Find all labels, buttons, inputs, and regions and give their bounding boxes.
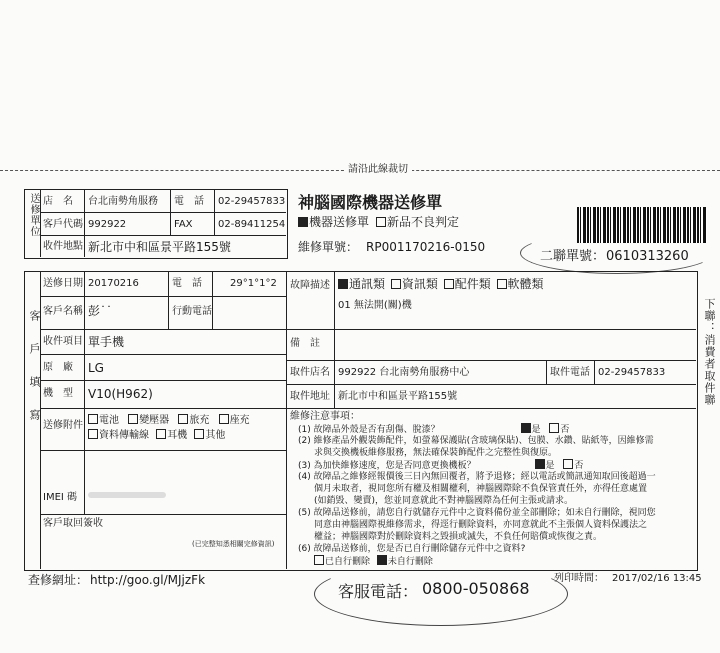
remark-label: 備 註 xyxy=(290,338,320,349)
car-charger-checkbox xyxy=(219,414,229,424)
cut-notice: 請沿此線裁切 xyxy=(344,164,412,176)
store-phone-label: 電 話 xyxy=(174,196,204,207)
car-charger-label: 座充 xyxy=(229,415,250,426)
earphone-label: 耳機 xyxy=(167,430,188,441)
form-title: 神腦國際機器送修單 xyxy=(298,193,443,212)
model-value: V10(H962) xyxy=(88,387,153,401)
accessory-row-1 xyxy=(88,414,250,427)
service-label: 客服電話： xyxy=(338,582,419,601)
note-5c: 權益；神腦國際對於刪除資料之毀損或滅失，不負任何賠償或恢復之責。 xyxy=(314,532,603,542)
brand-label: 原 廠 xyxy=(43,362,73,373)
date-label: 送修日期 xyxy=(43,278,83,289)
model-label: 機 型 xyxy=(43,388,73,399)
battery-label: 電池 xyxy=(99,415,119,426)
adapter-label: 變壓器 xyxy=(139,415,170,426)
note-5b: 同意由神腦國際視維修需求，得逕行刪除資料，亦同意就此不主張個人資料保護法之 xyxy=(314,520,648,530)
store-name-label: 店 名 xyxy=(43,196,73,207)
note-5a: (5) 故障品送修前，請您自行就儲存元件中之資料備份並全部刪除；如未自行刪除，視同您 xyxy=(298,508,656,518)
cable-label: 資料傳輸線 xyxy=(99,430,149,441)
copy-number-value: 0610313260 xyxy=(606,249,689,264)
item-label: 收件項目 xyxy=(43,336,83,347)
accessory-row-2 xyxy=(88,429,225,442)
pickup-addr-label: 取件地址 xyxy=(290,391,330,402)
note-6-no: 未自行刪除 xyxy=(387,557,433,567)
info-label: 資訊類 xyxy=(401,277,438,291)
query-label: 查修網址： xyxy=(28,573,89,587)
info-checkbox xyxy=(391,279,401,289)
pickup-store-label: 取件店名 xyxy=(290,367,330,378)
note-4b: 個月未取者，視同您所有權及相關權利，神腦國際除不負保管責任外，亦得任意處置 xyxy=(314,484,648,494)
print-time-value: 2017/02/16 13:45 xyxy=(612,573,702,584)
cable-checkbox xyxy=(88,429,98,439)
option-repair-label: 機器送修單 xyxy=(309,215,370,229)
fault-desc-label: 故障描述 xyxy=(290,280,330,291)
comm-label: 通訊類 xyxy=(349,277,386,291)
option-defect-label: 新品不良判定 xyxy=(387,215,460,229)
note-3-yes-checkbox xyxy=(535,459,545,469)
adapter-checkbox xyxy=(128,414,138,424)
note-4c: (如銷毀、變賣)，您並同意就此不對神腦國際為任何主張或請求。 xyxy=(314,496,574,506)
software-label: 軟體類 xyxy=(507,277,544,291)
customer-phone-value: 29°1°1°2 xyxy=(230,278,277,289)
fault-categories xyxy=(338,277,544,291)
pickup-addr-value: 新北市中和區景平路155號 xyxy=(338,391,458,402)
date-value: 20170216 xyxy=(88,278,139,289)
customer-vertical-label: 客戶填寫 xyxy=(28,310,41,442)
store-phone-value: 02-29457833 xyxy=(218,196,286,207)
note-3-yes: 是 xyxy=(545,461,555,471)
note-6: (6) 故障品送修前，您是否已自行刪除儲存元件中之資料? xyxy=(298,544,526,554)
parts-label: 配件類 xyxy=(454,277,491,291)
note-1-text: (1) 故障品外殼是否有刮傷、脫漆？ xyxy=(298,425,440,435)
store-vertical-label: 送修單位 xyxy=(28,193,39,237)
other-label: 其他 xyxy=(205,430,226,441)
store-address-value: 新北市中和區景平路155號 xyxy=(88,240,231,254)
travel-charger-checkbox xyxy=(178,414,188,424)
customer-name-label: 客戶名稱 xyxy=(43,306,83,317)
note-1-no: 否 xyxy=(560,425,570,435)
customer-name-value: 彭˙˙ xyxy=(88,304,113,318)
other-checkbox xyxy=(194,429,204,439)
accessory-label: 送修附件 xyxy=(43,420,83,431)
fault-desc-value: 01 無法開(關)機 xyxy=(338,300,412,311)
service-phone: 0800-050868 xyxy=(422,579,530,598)
note-2b: 求與交換機板維修服務，無法確保裝飾配件之完整性與復原。 xyxy=(314,448,558,458)
comm-checkbox xyxy=(338,279,348,289)
customer-phone-label: 電 話 xyxy=(172,278,202,289)
imei-label: IMEI 碼 xyxy=(43,492,78,503)
note-3-text: (3) 為加快維修速度，您是否同意更換機板？ xyxy=(298,461,476,471)
note-2a: (2) 維修產品外觀裝飾配件，如螢幕保護貼(含玻璃保貼)、包膜、水鑽、貼紙等，因維修需 xyxy=(298,436,654,446)
option-defect-checkbox xyxy=(376,217,386,227)
note-1-no-checkbox xyxy=(549,423,559,433)
brand-value: LG xyxy=(88,361,104,375)
repair-number-value: RP001170216-0150 xyxy=(366,240,486,254)
store-address-label: 收件地點 xyxy=(43,241,83,252)
notes-title: 維修注意事項： xyxy=(290,411,360,422)
note-1-yes-checkbox xyxy=(521,423,531,433)
pickup-sign-label: 客戶取回簽收 xyxy=(43,518,103,529)
option-repair xyxy=(298,215,369,229)
imei-redaction xyxy=(88,492,166,498)
note-6-no-checkbox xyxy=(377,555,387,565)
pickup-sign-note: (已完整知悉相關完修資訊) xyxy=(192,540,275,548)
pickup-phone-value: 02-29457833 xyxy=(598,367,666,378)
battery-checkbox xyxy=(88,414,98,424)
store-name-value: 台北南勢角服務 xyxy=(88,196,158,207)
parts-checkbox xyxy=(444,279,454,289)
pickup-phone-label: 取件電話 xyxy=(550,367,590,378)
copy-number-label: 二聯單號： xyxy=(540,249,606,264)
mobile-label: 行動電話 xyxy=(172,306,212,317)
print-time-label: 列印時間： xyxy=(554,573,604,584)
repair-number-label: 維修單號： xyxy=(298,240,359,254)
store-fax-label: FAX xyxy=(174,219,193,230)
side-note: 下聯：消費者取件聯 xyxy=(703,298,716,406)
note-1-yes: 是 xyxy=(531,425,541,435)
store-code-label: 客戶代碼 xyxy=(43,219,83,230)
note-3-no: 否 xyxy=(574,461,584,471)
store-code-value: 992922 xyxy=(88,219,127,230)
pickup-store-value: 992922 台北南勢角服務中心 xyxy=(338,367,470,378)
note-6-yes-checkbox xyxy=(314,555,324,565)
note-6-yes: 已自行刪除 xyxy=(325,557,371,567)
query-url: http://goo.gl/MJjzFk xyxy=(90,573,206,587)
earphone-checkbox xyxy=(156,429,166,439)
item-value: 單手機 xyxy=(88,335,125,349)
option-repair-checkbox xyxy=(298,217,308,227)
option-defect xyxy=(376,215,459,229)
note-4a: (4) 故障品之維修經報價後三日內無回覆者，將予退修；經以電話或簡訊通知取回後超過一 xyxy=(298,472,656,482)
note-3-no-checkbox xyxy=(563,459,573,469)
travel-charger-label: 旅充 xyxy=(189,415,210,426)
software-checkbox xyxy=(497,279,507,289)
store-fax-value: 02-89411254 xyxy=(218,219,286,230)
